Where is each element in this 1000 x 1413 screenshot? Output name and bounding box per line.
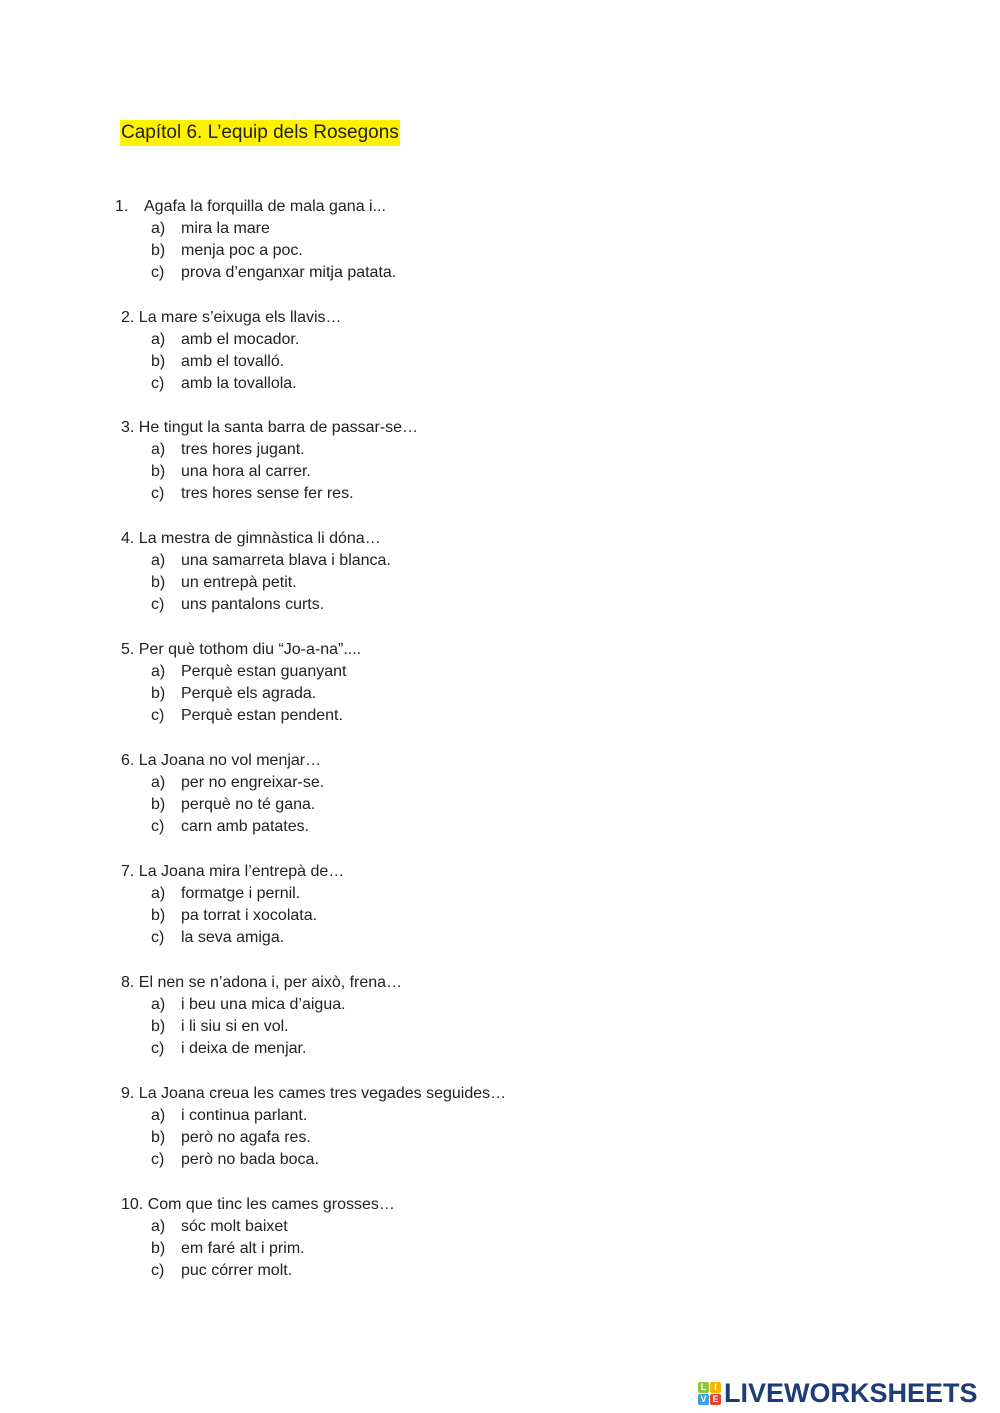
option-text: amb el tovalló. (181, 353, 285, 370)
option-text: Perquè estan pendent. (181, 707, 343, 724)
option-letter: b) (151, 796, 166, 813)
answer-option[interactable] (121, 683, 361, 705)
answer-option[interactable] (121, 351, 342, 373)
option-letter: c) (151, 818, 165, 835)
option-text: em faré alt i prim. (181, 1240, 305, 1257)
option-letter: b) (151, 463, 166, 480)
option-text: un entrepà petit. (181, 574, 297, 591)
option-text: i li siu si en vol. (181, 1018, 289, 1035)
option-text: menja poc a poc. (181, 242, 303, 259)
answer-option[interactable] (121, 705, 361, 727)
question-number: 7. (121, 863, 135, 880)
option-text: Perquè estan guanyant (181, 663, 347, 680)
option-letter: c) (151, 596, 165, 613)
option-text: formatge i pernil. (181, 885, 301, 902)
question-stem (121, 528, 391, 550)
option-text: prova d’enganxar mitja patata. (181, 264, 397, 281)
question-number: 9. (121, 1085, 135, 1102)
answer-option[interactable] (121, 262, 396, 284)
answer-option[interactable] (121, 661, 361, 683)
option-letter: b) (151, 1129, 166, 1146)
answer-option[interactable] (121, 1105, 506, 1127)
question-text: Per què tothom diu “Jo-a-na”.... (138, 641, 362, 658)
answer-option[interactable] (121, 1016, 402, 1038)
option-text: puc córrer molt. (181, 1262, 293, 1279)
question-text: La Joana creua les cames tres vegades seguides… (138, 1085, 507, 1102)
question-number: 8. (121, 974, 135, 991)
answer-option[interactable] (121, 883, 344, 905)
option-letter: a) (151, 663, 166, 680)
option-text: i beu una mica d’aigua. (181, 996, 346, 1013)
option-text: carn amb patates. (181, 818, 310, 835)
worksheet-title: Capítol 6. L’equip dels Rosegons (120, 120, 400, 146)
option-letter: a) (151, 885, 166, 902)
answer-option[interactable] (121, 572, 391, 594)
option-letter: c) (151, 929, 165, 946)
option-letter: a) (151, 331, 166, 348)
option-text: una samarreta blava i blanca. (181, 552, 391, 569)
question-10 (121, 1194, 395, 1282)
option-letter: b) (151, 353, 166, 370)
option-text: la seva amiga. (181, 929, 285, 946)
option-text: tres hores sense fer res. (181, 485, 354, 502)
answer-option[interactable] (121, 1260, 395, 1282)
question-stem (121, 639, 361, 661)
option-text: i deixa de menjar. (181, 1040, 307, 1057)
answer-option[interactable] (121, 329, 342, 351)
answer-option[interactable] (121, 594, 391, 616)
answer-option[interactable] (121, 905, 344, 927)
question-text: Agafa la forquilla de mala gana i... (144, 198, 386, 215)
answer-option[interactable] (121, 772, 324, 794)
option-letter: c) (151, 485, 165, 502)
question-4 (121, 528, 391, 616)
option-text: pa torrat i xocolata. (181, 907, 318, 924)
option-text: uns pantalons curts. (181, 596, 325, 613)
answer-option[interactable] (121, 1238, 395, 1260)
option-text: amb el mocador. (181, 331, 300, 348)
answer-option[interactable] (121, 218, 396, 240)
question-number: 2. (121, 309, 135, 326)
question-3 (121, 417, 418, 505)
option-text: Perquè els agrada. (181, 685, 317, 702)
question-text: La mare s’eixuga els llavis… (138, 309, 342, 326)
answer-option[interactable] (121, 1216, 395, 1238)
question-text: La Joana no vol menjar… (138, 752, 322, 769)
question-stem (121, 972, 402, 994)
option-letter: b) (151, 242, 166, 259)
liveworksheets-logo (698, 1378, 978, 1408)
question-1 (115, 196, 397, 284)
question-number: 1. (115, 198, 129, 215)
logo-tile: V (698, 1394, 709, 1405)
option-letter: a) (151, 441, 166, 458)
question-2 (121, 307, 342, 395)
option-letter: c) (151, 264, 165, 281)
answer-option[interactable] (121, 1038, 402, 1060)
question-text: Com que tinc les cames grosses… (147, 1196, 395, 1213)
option-letter: a) (151, 1218, 166, 1235)
answer-option[interactable] (121, 483, 418, 505)
answer-option[interactable] (121, 1149, 506, 1171)
answer-option[interactable] (121, 794, 324, 816)
question-5 (121, 639, 361, 727)
question-text: La mestra de gimnàstica li dóna… (138, 530, 381, 547)
option-letter: a) (151, 996, 166, 1013)
option-letter: b) (151, 685, 166, 702)
answer-option[interactable] (121, 927, 344, 949)
option-letter: b) (151, 574, 166, 591)
option-text: amb la tovallola. (181, 375, 297, 392)
answer-option[interactable] (121, 439, 418, 461)
logo-tiles-icon (698, 1382, 721, 1405)
question-text: He tingut la santa barra de passar-se… (138, 419, 419, 436)
question-stem (115, 196, 396, 218)
answer-option[interactable] (121, 994, 402, 1016)
option-text: una hora al carrer. (181, 463, 311, 480)
question-stem (121, 861, 344, 883)
logo-tile: L (698, 1382, 709, 1393)
option-text: però no bada boca. (181, 1151, 319, 1168)
question-stem (121, 1083, 506, 1105)
logo-tile: I (710, 1382, 721, 1393)
answer-option[interactable] (121, 461, 418, 483)
answer-option[interactable] (121, 550, 391, 572)
logo-tile: E (710, 1394, 721, 1405)
option-letter: c) (151, 1262, 165, 1279)
question-9 (121, 1083, 506, 1171)
option-text: perquè no té gana. (181, 796, 316, 813)
question-stem (121, 1194, 395, 1216)
option-letter: c) (151, 1151, 165, 1168)
option-letter: a) (151, 1107, 166, 1124)
answer-option[interactable] (121, 1127, 506, 1149)
question-stem (121, 750, 324, 772)
question-stem (121, 307, 342, 329)
option-letter: b) (151, 907, 166, 924)
answer-option[interactable] (121, 373, 342, 395)
option-letter: c) (151, 1040, 165, 1057)
question-number: 4. (121, 530, 135, 547)
logo-text: LIVEWORKSHEETS (724, 1377, 978, 1408)
question-text: El nen se n’adona i, per això, frena… (138, 974, 403, 991)
option-letter: b) (151, 1018, 166, 1035)
option-letter: a) (151, 774, 166, 791)
option-letter: c) (151, 707, 165, 724)
option-text: però no agafa res. (181, 1129, 311, 1146)
question-number: 3. (121, 419, 135, 436)
question-number: 6. (121, 752, 135, 769)
option-letter: a) (151, 220, 166, 237)
question-text: La Joana mira l’entrepà de… (138, 863, 345, 880)
option-letter: c) (151, 375, 165, 392)
option-text: mira la mare (181, 220, 270, 237)
question-8 (121, 972, 402, 1060)
option-letter: b) (151, 1240, 166, 1257)
option-text: per no engreixar-se. (181, 774, 325, 791)
option-letter: a) (151, 552, 166, 569)
question-number: 5. (121, 641, 135, 658)
question-6 (121, 750, 324, 838)
answer-option[interactable] (121, 816, 324, 838)
question-7 (121, 861, 344, 949)
question-number: 10. (121, 1196, 144, 1213)
option-text: tres hores jugant. (181, 441, 305, 458)
answer-option[interactable] (121, 240, 396, 262)
option-text: sóc molt baixet (181, 1218, 288, 1235)
option-text: i continua parlant. (181, 1107, 308, 1124)
question-stem (121, 417, 418, 439)
